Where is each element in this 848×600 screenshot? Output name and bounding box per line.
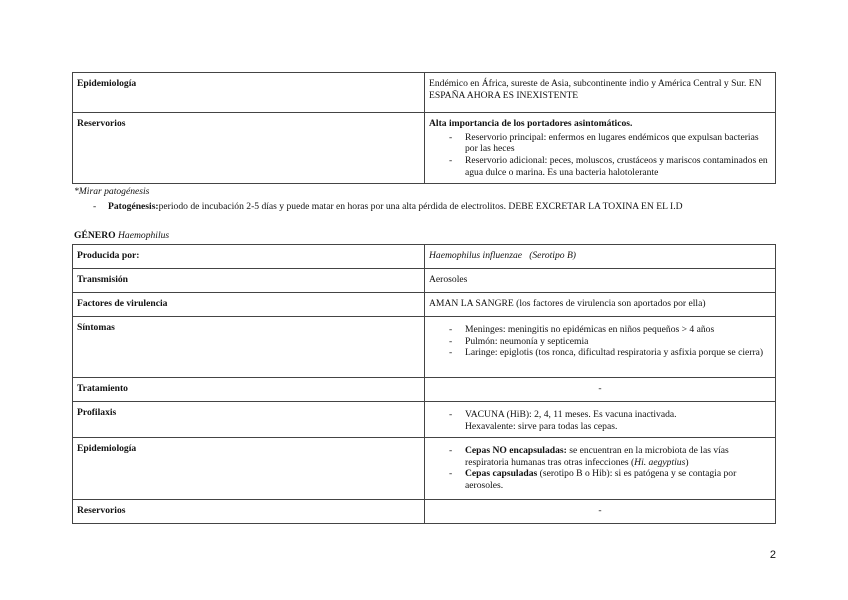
- list-item: [449, 445, 771, 468]
- table-row: [73, 269, 776, 293]
- list-item: - Meninges: meningitis no epidémicas en niños pequeños > 4 años: [449, 324, 771, 336]
- list-item: - Reservorio adicional: peces, moluscos, crustáceos y mariscos contaminados en agua dulce o marina. Es una bacteria halotolerante: [449, 155, 771, 178]
- row-label-epidemiologia: Epidemiología: [73, 73, 425, 113]
- patogenesis-line: [93, 201, 683, 213]
- table-row: [73, 402, 776, 438]
- patogenesis-text: [108, 201, 683, 213]
- row-value-epidemiologia-2: [425, 438, 776, 500]
- table-row: [73, 293, 776, 317]
- page-number: 2: [769, 549, 776, 561]
- row-value-sintomas: [425, 317, 776, 378]
- bullet-dash: -: [93, 201, 97, 212]
- species-name: Hi. aegyptius: [634, 456, 686, 468]
- table-row: [73, 438, 776, 500]
- profilaxis-list: [429, 409, 771, 421]
- row-label-tratamiento: Tratamiento: [73, 378, 425, 402]
- table-row: [73, 113, 776, 184]
- row-value-transmision: Aerosoles: [425, 269, 776, 293]
- cepas-capsuladas-label: Cepas capsuladas: [465, 468, 538, 480]
- table-row: [73, 317, 776, 378]
- cepas-no-encapsuladas-text: se encuentran en la microbiota de las vías respiratoria humanas tras otras infecciones (: [465, 445, 729, 468]
- patogenesis-label: Patogénesis:: [108, 201, 159, 212]
- list-item: - Reservorio principal: enfermos en lugares endémicos que expulsan bacterias por las heces: [449, 132, 771, 155]
- row-label-sintomas: Síntomas: [73, 317, 425, 378]
- genus-heading: [74, 230, 169, 242]
- row-label-epidemiologia-2: Epidemiología: [73, 438, 425, 500]
- sintomas-list: [429, 324, 771, 359]
- row-value-reservorios: [425, 113, 776, 184]
- patogenesis-body: periodo de incubación 2-5 días y puede matar en horas por una alta pérdida de electrolitos. DEBE EXCRETAR LA TOXINA EN EL I.D: [158, 201, 683, 212]
- row-label-reservorios: Reservorios: [73, 113, 425, 184]
- list-item: [449, 468, 771, 491]
- genus-label: GÉNERO: [74, 230, 116, 241]
- row-label-profilaxis: Profilaxis: [73, 402, 425, 438]
- table-clinical-info-1: [72, 72, 776, 184]
- paren-close: ): [685, 456, 689, 468]
- table-row: [73, 378, 776, 402]
- list-item: - Laringe: epiglotis (tos ronca, dificultad respiratoria y asfixia porque se cierra): [449, 347, 771, 359]
- row-value-factores: AMAN LA SANGRE (los factores de virulencia son aportados por ella): [425, 293, 776, 317]
- table-row: [73, 500, 776, 524]
- table-row: [73, 245, 776, 269]
- reservorios-list: [429, 132, 771, 179]
- row-value-producida: Haemophilus influenzae (Serotipo B): [425, 245, 776, 269]
- reservorios-heading: Alta importancia de los portadores asintomáticos.: [429, 118, 633, 129]
- list-item: - VACUNA (HiB): 2, 4, 11 meses. Es vacuna inactivada.: [449, 409, 771, 421]
- cepas-capsuladas-text: (serotipo B o Hib): si es patógena y se contagia por aerosoles.: [465, 468, 737, 492]
- epidemiologia-list: [429, 445, 771, 492]
- row-label-producida: Producida por:: [73, 245, 425, 269]
- footnote: *Mirar patogénesis: [74, 186, 150, 197]
- profilaxis-line2: Hexavalente: sirve para todas las cepas.: [465, 420, 618, 432]
- row-label-reservorios-2: Reservorios: [73, 500, 425, 524]
- row-value-reservorios-2: -: [425, 500, 776, 524]
- cepas-no-encapsuladas-label: Cepas NO encapsuladas:: [465, 445, 567, 456]
- row-value-tratamiento: -: [425, 378, 776, 402]
- genus-name: Haemophilus: [118, 230, 170, 241]
- table-haemophilus: [72, 244, 776, 524]
- row-value-profilaxis: [425, 402, 776, 438]
- row-value-epidemiologia: Endémico en África, sureste de Asia, subcontinente indio y América Central y Sur. EN ESPAÑA AHORA ES INEXISTENTE: [425, 73, 776, 113]
- row-label-factores: Factores de virulencia: [73, 293, 425, 317]
- row-label-transmision: Transmisión: [73, 269, 425, 293]
- table-row: [73, 73, 776, 113]
- list-item: - Pulmón: neumonía y septicemia: [449, 336, 771, 348]
